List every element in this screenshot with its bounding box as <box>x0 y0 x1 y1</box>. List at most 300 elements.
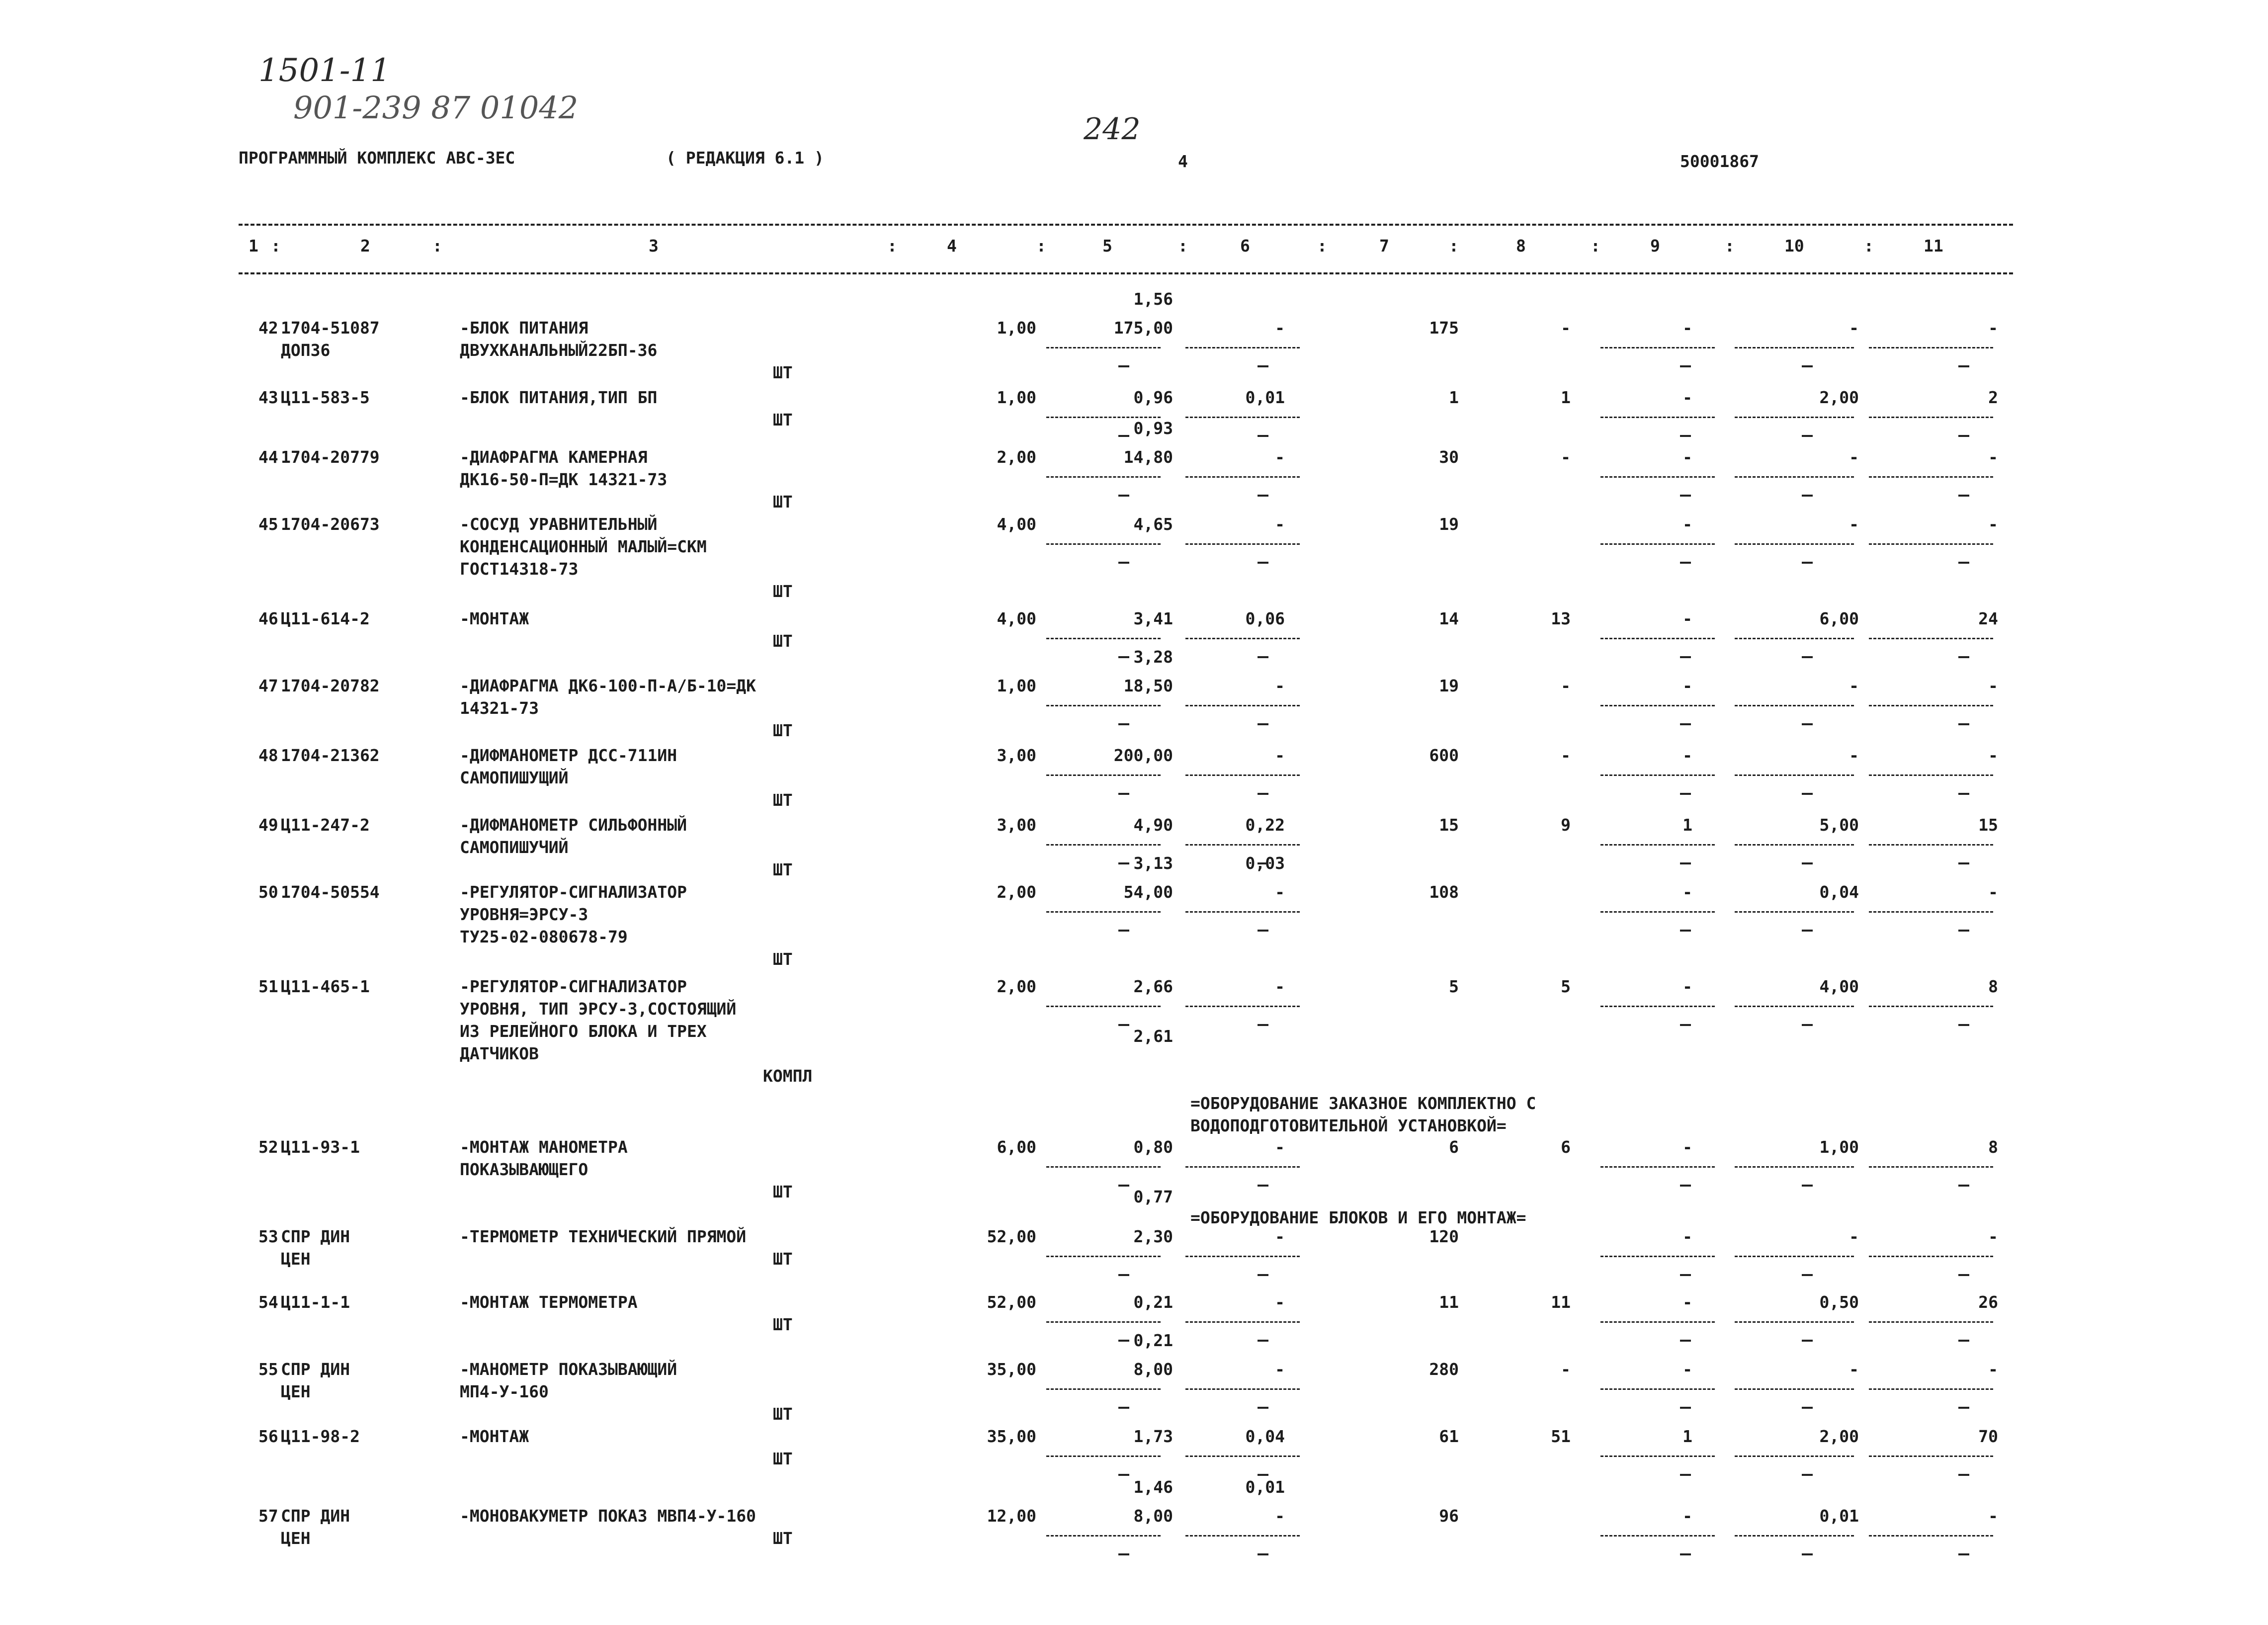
subtotal-rule <box>1185 1166 1300 1168</box>
unit-of-measure: ШТ <box>773 790 793 810</box>
row-number: 48 <box>258 746 278 765</box>
tick-mark <box>1958 930 1969 932</box>
quantity: 1,00 <box>997 318 1036 338</box>
quantity: 52,00 <box>987 1292 1036 1312</box>
tick-mark <box>1258 1274 1268 1276</box>
quantity: 3,00 <box>997 746 1036 765</box>
tick-mark <box>1680 656 1691 658</box>
subtotal-rule <box>1735 1321 1854 1323</box>
tick-mark <box>1802 862 1813 864</box>
subtotal-rule <box>1185 705 1300 706</box>
col9-value: - <box>1682 388 1692 407</box>
price-code: 1704-50554 <box>281 882 380 902</box>
item-name: -БЛОК ПИТАНИЯ,ТИП БП <box>460 388 658 407</box>
subtotal-rule <box>1185 1535 1300 1537</box>
subtotal-rule <box>1869 844 1993 846</box>
unit-price: 0,96 <box>1133 388 1173 407</box>
handwritten-ref-2: 901-239 87 01042 <box>293 89 579 126</box>
column-separator: : <box>1449 236 1459 256</box>
subtotal-rule <box>1735 638 1854 639</box>
tick-mark <box>1958 1553 1969 1555</box>
unit-price: 14,80 <box>1123 447 1173 467</box>
col7-value: 96 <box>1439 1506 1459 1526</box>
column-separator: : <box>887 236 897 256</box>
item-name: -ДИАФРАГМА ДК6-100-П-А/Б-10=ДК <box>460 676 756 695</box>
subtotal-rule <box>1735 347 1854 348</box>
item-name: -МОНТАЖ <box>460 609 529 628</box>
col10-value: 2,00 <box>1819 1427 1859 1446</box>
unit-price-pre: 1,46 <box>1133 1477 1173 1497</box>
tick-mark <box>1118 1407 1129 1409</box>
col6-value: - <box>1275 1292 1285 1312</box>
tick-mark <box>1118 723 1129 725</box>
subtotal-rule <box>1600 638 1715 639</box>
subtotal-rule <box>1735 1455 1854 1457</box>
price-code: Ц11-614-2 <box>281 609 370 628</box>
col6-value: - <box>1275 676 1285 695</box>
row-number: 47 <box>258 676 278 695</box>
unit-of-measure: ШТ <box>773 1249 793 1269</box>
row-number: 57 <box>258 1506 278 1526</box>
col6-value: 0,01 <box>1245 388 1285 407</box>
subtotal-rule <box>1185 911 1300 913</box>
subtotal-rule <box>1046 844 1161 846</box>
tick-mark <box>1958 1474 1969 1476</box>
subtotal-rule <box>1869 774 1993 776</box>
item-name-cont: МП4-У-160 <box>460 1382 549 1401</box>
col11-value: - <box>1988 676 1998 695</box>
tick-mark <box>1958 562 1969 564</box>
table-top-rule <box>239 224 2013 226</box>
row-number: 51 <box>258 977 278 996</box>
tick-mark <box>1118 1274 1129 1276</box>
tick-mark <box>1118 562 1129 564</box>
column-header: 11 <box>1924 236 1943 256</box>
col10-value: - <box>1849 514 1859 534</box>
subtotal-rule <box>1185 1388 1300 1390</box>
row-number: 50 <box>258 882 278 902</box>
col11-value: 8 <box>1988 977 1998 996</box>
col9-value: - <box>1682 514 1692 534</box>
tick-mark <box>1802 495 1813 497</box>
tick-mark <box>1802 656 1813 658</box>
quantity: 12,00 <box>987 1506 1036 1526</box>
row-number: 54 <box>258 1292 278 1312</box>
sheet-number: 4 <box>1178 152 1188 171</box>
unit-price-pre: 1,56 <box>1133 289 1173 309</box>
unit-of-measure: ШТ <box>773 582 793 601</box>
col8-value: - <box>1561 447 1571 467</box>
col11-value: 15 <box>1978 815 1998 835</box>
col10-value: - <box>1849 318 1859 338</box>
unit-price-pre: 0,93 <box>1133 419 1173 438</box>
unit-price: 0,21 <box>1133 1292 1173 1312</box>
col9-value: - <box>1682 318 1692 338</box>
unit-price: 4,90 <box>1133 815 1173 835</box>
subtotal-rule <box>1600 1455 1715 1457</box>
tick-mark <box>1958 862 1969 864</box>
tick-mark <box>1680 1274 1691 1276</box>
subtotal-rule <box>1046 774 1161 776</box>
unit-price: 54,00 <box>1123 882 1173 902</box>
item-name-cont: ГОСТ14318-73 <box>460 559 579 579</box>
price-code-cont: ЦЕН <box>281 1529 311 1548</box>
col8-value: - <box>1561 746 1571 765</box>
subtotal-rule <box>1735 705 1854 706</box>
tick-mark <box>1118 1553 1129 1555</box>
col11-value: 24 <box>1978 609 1998 628</box>
subtotal-rule <box>1869 1321 1993 1323</box>
cost-pre: 0,01 <box>1245 1477 1285 1497</box>
price-code: 1704-21362 <box>281 746 380 765</box>
price-code: СПР ДИН <box>281 1227 350 1246</box>
item-name: -МАНОМЕТР ПОКАЗЫВАЮЩИЙ <box>460 1360 677 1379</box>
unit-price: 175,00 <box>1113 318 1173 338</box>
subtotal-rule <box>1869 1455 1993 1457</box>
subtotal-rule <box>1600 417 1715 418</box>
tick-mark <box>1680 495 1691 497</box>
subtotal-rule <box>1735 774 1854 776</box>
item-name-cont: ДВУХКАНАЛЬНЫЙ22БП-36 <box>460 341 658 360</box>
col7-value: 1 <box>1449 388 1459 407</box>
col10-value: 6,00 <box>1819 609 1859 628</box>
unit-of-measure: ШТ <box>773 492 793 512</box>
subtotal-rule <box>1046 417 1161 418</box>
column-header: 5 <box>1102 236 1112 256</box>
subtotal-rule <box>1046 638 1161 639</box>
column-header: 10 <box>1784 236 1804 256</box>
tick-mark <box>1802 793 1813 795</box>
subtotal-rule <box>1869 543 1993 545</box>
tick-mark <box>1958 1185 1969 1187</box>
subtotal-rule <box>1185 638 1300 639</box>
tick-mark <box>1258 365 1268 367</box>
col7-value: 175 <box>1429 318 1459 338</box>
subtotal-rule <box>1869 1256 1993 1257</box>
column-header: 1 <box>249 236 258 256</box>
tick-mark <box>1802 1185 1813 1187</box>
unit-price: 4,65 <box>1133 514 1173 534</box>
subtotal-rule <box>1046 911 1161 913</box>
item-name: -СОСУД УРАВНИТЕЛЬНЫЙ <box>460 514 658 534</box>
col10-value: 0,50 <box>1819 1292 1859 1312</box>
col10-value: 0,01 <box>1819 1506 1859 1526</box>
tick-mark <box>1680 1024 1691 1026</box>
col8-value: 1 <box>1561 388 1571 407</box>
price-code-cont: ЦЕН <box>281 1382 311 1401</box>
col8-value: - <box>1561 318 1571 338</box>
col11-value: - <box>1988 882 1998 902</box>
subtotal-rule <box>1735 1535 1854 1537</box>
section-note-value: 0,77 <box>1133 1187 1173 1206</box>
tick-mark <box>1802 1024 1813 1026</box>
col9-value: - <box>1682 1292 1692 1312</box>
col10-value: - <box>1849 447 1859 467</box>
col11-value: - <box>1988 1506 1998 1526</box>
subtotal-rule <box>1600 1535 1715 1537</box>
col10-value: 0,04 <box>1819 882 1859 902</box>
tick-mark <box>1258 1340 1268 1342</box>
col10-value: - <box>1849 676 1859 695</box>
unit-price-pre: 3,13 <box>1133 854 1173 873</box>
subtotal-rule <box>1046 1006 1161 1007</box>
subtotal-rule <box>1185 1321 1300 1323</box>
column-separator: : <box>1725 236 1735 256</box>
col6-value: - <box>1275 1227 1285 1246</box>
subtotal-rule <box>1185 1006 1300 1007</box>
tick-mark <box>1258 1024 1268 1026</box>
subtotal-rule <box>1185 417 1300 418</box>
unit-of-measure: ШТ <box>773 410 793 429</box>
col6-value: - <box>1275 514 1285 534</box>
tick-mark <box>1258 1185 1268 1187</box>
unit-of-measure: ШТ <box>773 860 793 879</box>
col8-value: 5 <box>1561 977 1571 996</box>
tick-mark <box>1118 435 1129 437</box>
col7-value: 600 <box>1429 746 1459 765</box>
unit-of-measure: КОМПЛ <box>763 1066 813 1086</box>
col9-value: - <box>1682 1227 1692 1246</box>
subtotal-rule <box>1046 1535 1161 1537</box>
document-code: 50001867 <box>1680 152 1759 171</box>
price-code: Ц11-93-1 <box>281 1137 360 1157</box>
col11-value: 70 <box>1978 1427 1998 1446</box>
tick-mark <box>1680 1553 1691 1555</box>
col6-value: 0,04 <box>1245 1427 1285 1446</box>
subtotal-rule <box>1046 1321 1161 1323</box>
row-number: 42 <box>258 318 278 338</box>
tick-mark <box>1258 435 1268 437</box>
item-name-cont: КОНДЕНСАЦИОННЫЙ МАЛЫЙ=СКМ <box>460 537 707 556</box>
col8-value: 9 <box>1561 815 1571 835</box>
tick-mark <box>1958 435 1969 437</box>
subtotal-rule <box>1600 844 1715 846</box>
price-code-cont: ЦЕН <box>281 1249 311 1269</box>
row-number: 45 <box>258 514 278 534</box>
col6-value: - <box>1275 746 1285 765</box>
col7-value: 280 <box>1429 1360 1459 1379</box>
col11-value: 2 <box>1988 388 1998 407</box>
tick-mark <box>1958 495 1969 497</box>
column-separator: : <box>271 236 281 256</box>
subtotal-rule <box>1600 543 1715 545</box>
handwritten-page-number: 242 <box>1084 112 1141 147</box>
tick-mark <box>1680 365 1691 367</box>
subtotal-rule <box>1869 417 1993 418</box>
col7-value: 6 <box>1449 1137 1459 1157</box>
column-header: 3 <box>649 236 659 256</box>
price-code: СПР ДИН <box>281 1506 350 1526</box>
item-name-cont: ИЗ РЕЛЕЙНОГО БЛОКА И ТРЕХ <box>460 1022 707 1041</box>
subtotal-rule <box>1869 911 1993 913</box>
col9-value: 1 <box>1682 815 1692 835</box>
subtotal-rule <box>1185 844 1300 846</box>
col9-value: - <box>1682 609 1692 628</box>
item-name-cont: ТУ25-02-080678-79 <box>460 927 628 946</box>
tick-mark <box>1118 1474 1129 1476</box>
unit-price: 8,00 <box>1133 1360 1173 1379</box>
unit-price: 0,80 <box>1133 1137 1173 1157</box>
unit-of-measure: ШТ <box>773 1182 793 1201</box>
quantity: 35,00 <box>987 1427 1036 1446</box>
tick-mark <box>1118 656 1129 658</box>
subtotal-rule <box>1600 1006 1715 1007</box>
quantity: 2,00 <box>997 447 1036 467</box>
tick-mark <box>1958 723 1969 725</box>
tick-mark <box>1802 1340 1813 1342</box>
col6-value: - <box>1275 1137 1285 1157</box>
tick-mark <box>1258 656 1268 658</box>
tick-mark <box>1802 1407 1813 1409</box>
tick-mark <box>1258 495 1268 497</box>
subtotal-rule <box>1600 1166 1715 1168</box>
col9-value: - <box>1682 1506 1692 1526</box>
col10-value: - <box>1849 1360 1859 1379</box>
col10-value: 2,00 <box>1819 388 1859 407</box>
tick-mark <box>1958 1024 1969 1026</box>
item-name: -МОНТАЖ ТЕРМОМЕТРА <box>460 1292 638 1312</box>
item-name-cont: УРОВНЯ, ТИП ЭРСУ-3,СОСТОЯЩИЙ <box>460 999 737 1019</box>
tick-mark <box>1802 1274 1813 1276</box>
subtotal-rule <box>1046 543 1161 545</box>
subtotal-rule <box>1735 1006 1854 1007</box>
column-header: 4 <box>947 236 957 256</box>
price-code-cont: ДОП36 <box>281 341 331 360</box>
row-number: 43 <box>258 388 278 407</box>
subtotal-rule <box>1600 1388 1715 1390</box>
col9-value: - <box>1682 977 1692 996</box>
column-separator: : <box>1317 236 1327 256</box>
price-code: Ц11-583-5 <box>281 388 370 407</box>
program-title: ПРОГРАММНЫЙ КОМПЛЕКС АВС-ЗЕС <box>239 148 515 168</box>
tick-mark <box>1118 495 1129 497</box>
subtotal-rule <box>1185 1256 1300 1257</box>
quantity: 6,00 <box>997 1137 1036 1157</box>
quantity: 52,00 <box>987 1227 1036 1246</box>
unit-price: 18,50 <box>1123 676 1173 695</box>
col9-value: 1 <box>1682 1427 1692 1446</box>
tick-mark <box>1118 1185 1129 1187</box>
tick-mark <box>1258 1474 1268 1476</box>
subtotal-rule <box>1869 1006 1993 1007</box>
tick-mark <box>1118 793 1129 795</box>
unit-price: 3,41 <box>1133 609 1173 628</box>
tick-mark <box>1118 365 1129 367</box>
tick-mark <box>1258 862 1268 864</box>
cost-pre: 0,03 <box>1245 854 1285 873</box>
subtotal-rule <box>1735 476 1854 478</box>
subtotal-rule <box>1046 476 1161 478</box>
tick-mark <box>1802 1474 1813 1476</box>
price-code: Ц11-1-1 <box>281 1292 350 1312</box>
subtotal-rule <box>1185 1455 1300 1457</box>
item-name: -БЛОК ПИТАНИЯ <box>460 318 588 338</box>
col10-value: 5,00 <box>1819 815 1859 835</box>
col8-value: 13 <box>1551 609 1571 628</box>
col9-value: - <box>1682 882 1692 902</box>
col7-value: 61 <box>1439 1427 1459 1446</box>
item-name-cont: ДК16-50-П=ДК 14321-73 <box>460 470 668 489</box>
column-header: 6 <box>1240 236 1250 256</box>
tick-mark <box>1680 930 1691 932</box>
col7-value: 5 <box>1449 977 1459 996</box>
unit-price: 2,66 <box>1133 977 1173 996</box>
col8-value: - <box>1561 676 1571 695</box>
unit-of-measure: ШТ <box>773 1449 793 1468</box>
tick-mark <box>1680 723 1691 725</box>
row-number: 49 <box>258 815 278 835</box>
subtotal-rule <box>1046 1166 1161 1168</box>
program-edition: ( РЕДАКЦИЯ 6.1 ) <box>666 148 824 168</box>
tick-mark <box>1258 930 1268 932</box>
col9-value: - <box>1682 676 1692 695</box>
col8-value: 11 <box>1551 1292 1571 1312</box>
price-code: 1704-20782 <box>281 676 380 695</box>
tick-mark <box>1258 723 1268 725</box>
quantity: 3,00 <box>997 815 1036 835</box>
col11-value: - <box>1988 318 1998 338</box>
tick-mark <box>1802 723 1813 725</box>
table-header-rule <box>239 272 2013 274</box>
tick-mark <box>1258 793 1268 795</box>
item-name: -ДИАФРАГМА КАМЕРНАЯ <box>460 447 648 467</box>
col6-value: 0,22 <box>1245 815 1285 835</box>
price-code: 1704-51087 <box>281 318 380 338</box>
col11-value: - <box>1988 447 1998 467</box>
tick-mark <box>1680 1407 1691 1409</box>
unit-price-post: 2,61 <box>1133 1026 1173 1046</box>
subtotal-rule <box>1869 705 1993 706</box>
row-number: 46 <box>258 609 278 628</box>
row-number: 52 <box>258 1137 278 1157</box>
column-header: 7 <box>1379 236 1389 256</box>
col7-value: 14 <box>1439 609 1459 628</box>
subtotal-rule <box>1046 1388 1161 1390</box>
col7-value: 19 <box>1439 676 1459 695</box>
price-code: 1704-20779 <box>281 447 380 467</box>
unit-of-measure: ШТ <box>773 363 793 382</box>
col6-value: - <box>1275 1506 1285 1526</box>
tick-mark <box>1680 793 1691 795</box>
item-name: -МОНТАЖ МАНОМЕТРА <box>460 1137 628 1157</box>
subtotal-rule <box>1046 347 1161 348</box>
column-header: 8 <box>1516 236 1526 256</box>
item-name: -ТЕРМОМЕТР ТЕХНИЧЕСКИЙ ПРЯМОЙ <box>460 1227 747 1246</box>
section-note: =ОБОРУДОВАНИЕ ЗАКАЗНОЕ КОМПЛЕКТНО С <box>1190 1094 1536 1113</box>
unit-of-measure: ШТ <box>773 949 793 969</box>
col6-value: - <box>1275 977 1285 996</box>
tick-mark <box>1680 1474 1691 1476</box>
col6-value: - <box>1275 882 1285 902</box>
row-number: 56 <box>258 1427 278 1446</box>
subtotal-rule <box>1185 347 1300 348</box>
subtotal-rule <box>1600 347 1715 348</box>
unit-price: 1,73 <box>1133 1427 1173 1446</box>
subtotal-rule <box>1735 844 1854 846</box>
col11-value: - <box>1988 1227 1998 1246</box>
subtotal-rule <box>1600 774 1715 776</box>
tick-mark <box>1118 1340 1129 1342</box>
item-name-cont: 14321-73 <box>460 698 539 718</box>
subtotal-rule <box>1869 1535 1993 1537</box>
quantity: 1,00 <box>997 676 1036 695</box>
subtotal-rule <box>1735 417 1854 418</box>
subtotal-rule <box>1735 911 1854 913</box>
tick-mark <box>1680 562 1691 564</box>
tick-mark <box>1258 1553 1268 1555</box>
subtotal-rule <box>1185 476 1300 478</box>
quantity: 4,00 <box>997 514 1036 534</box>
